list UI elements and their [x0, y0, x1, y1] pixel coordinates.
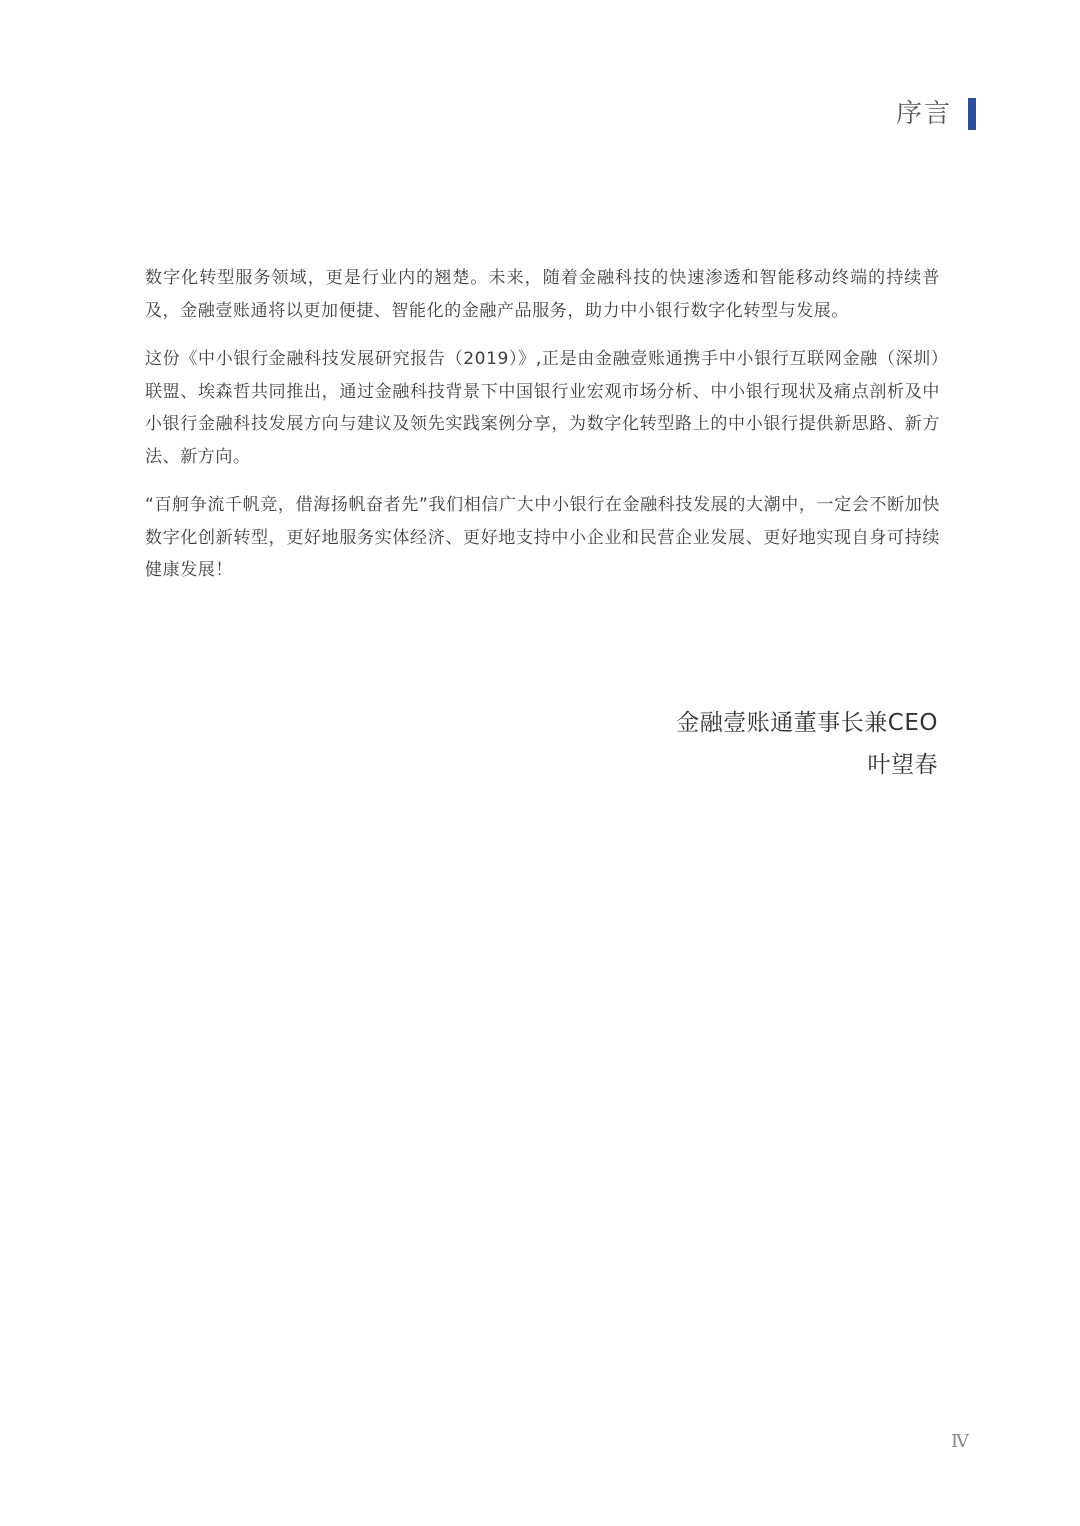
section-title: 序言: [895, 99, 952, 129]
signature-title: 金融壹账通董事长兼CEO: [676, 710, 938, 736]
body-text: [145, 262, 940, 603]
signature-block: [676, 702, 938, 786]
accent-bar: [968, 98, 976, 130]
paragraph: “百舸争流千帆竞，借海扬帆奋者先”我们相信广大中小银行在金融科技发展的大潮中，一定会不断加快数字化创新转型，更好地服务实体经济、更好地支持中小企业和民营企业发展、更好地实现自身可持续健康发展！: [145, 495, 940, 580]
paragraph: 这份《中小银行金融科技发展研究报告（2019）》,正是由金融壹账通携手中小银行互联网金融（深圳）联盟、埃森哲共同推出，通过金融科技背景下中国银行业宏观市场分析、中小银行现状及痛点剖析及中小银行金融科技发展方向与建议及领先实践案例分享，为数字化转型路上的中小银行提供新思路、新方法、新方向。: [145, 349, 940, 467]
page-number: Ⅳ: [951, 1431, 970, 1452]
section-header: [896, 96, 976, 132]
paragraph: 数字化转型服务领域，更是行业内的翘楚。未来，随着金融科技的快速渗透和智能移动终端的持续普及，金融壹账通将以更加便捷、智能化的金融产品服务，助力中小银行数字化转型与发展。: [145, 268, 940, 321]
signature-name: 叶望春: [867, 752, 938, 778]
